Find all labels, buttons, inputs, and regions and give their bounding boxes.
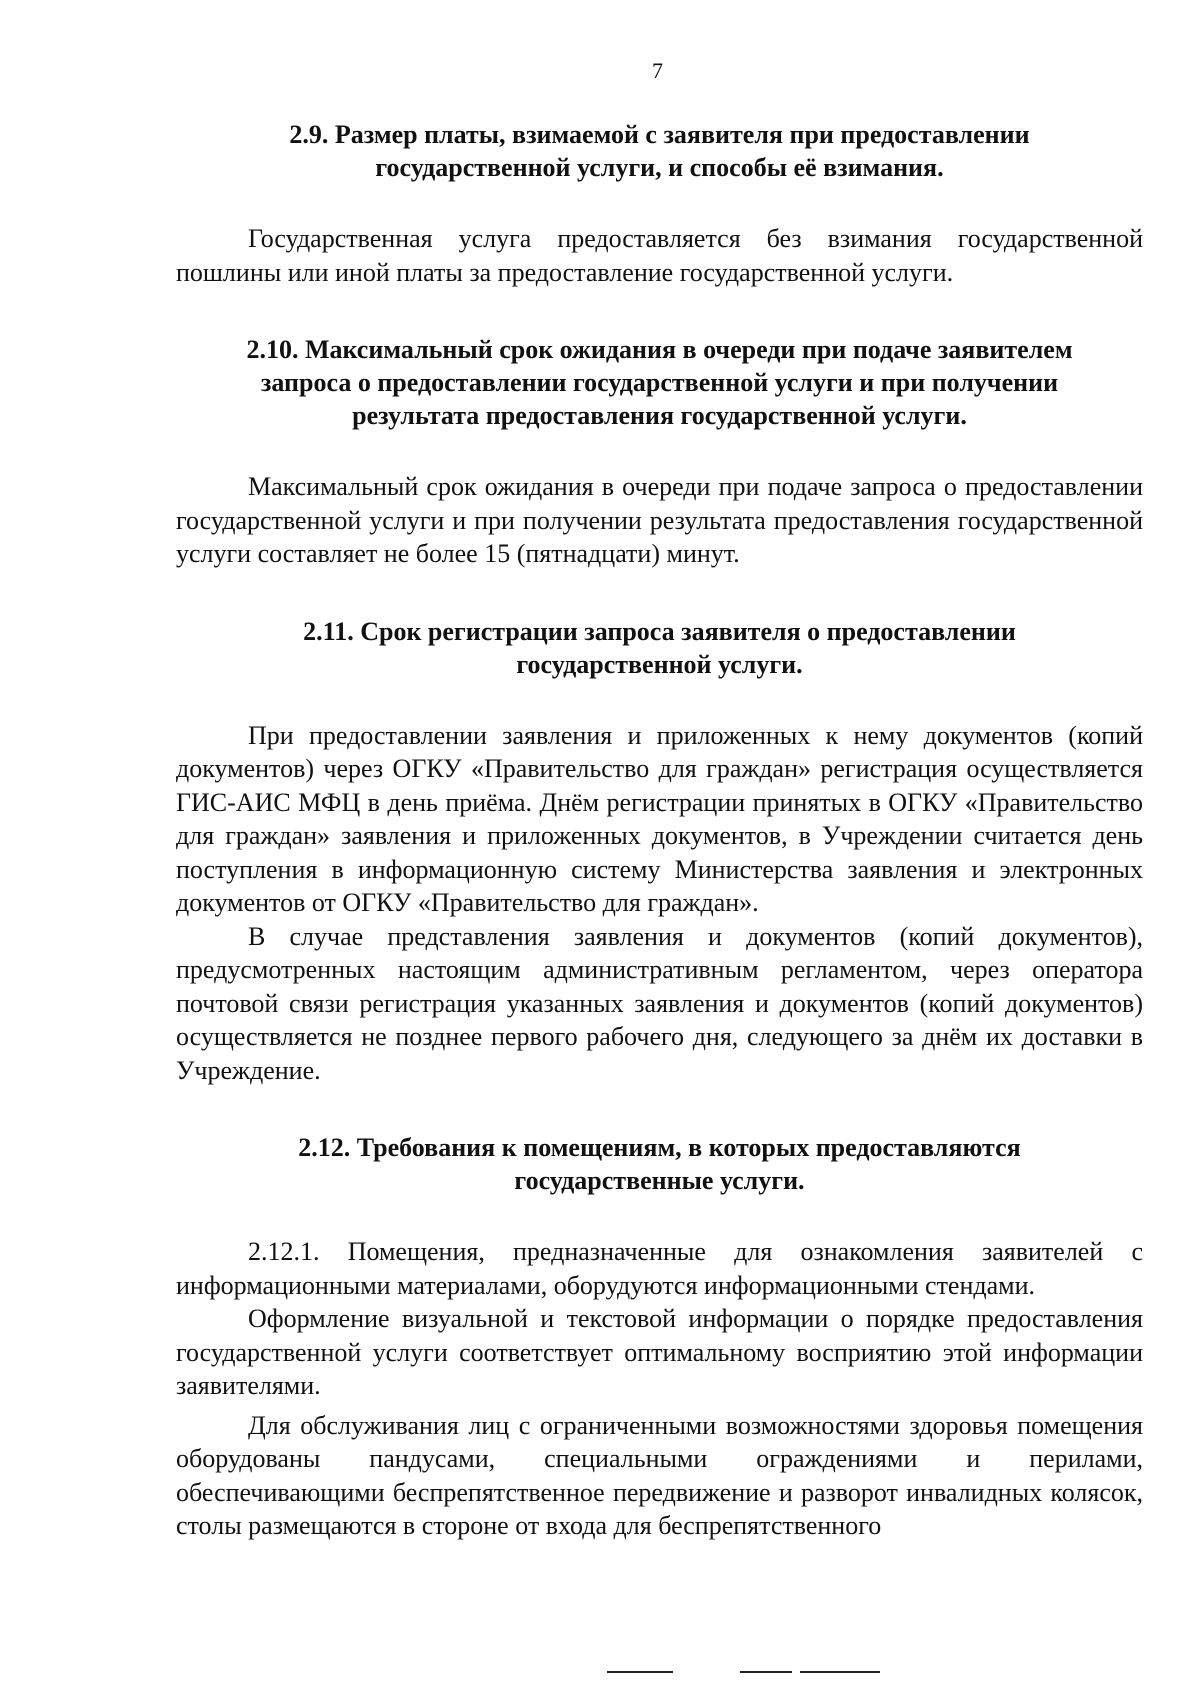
heading-line: государственные услуги. bbox=[514, 1166, 805, 1195]
heading-line: результата предоставления государственной услуги. bbox=[352, 401, 967, 430]
heading-line: 2.12. Требования к помещениям, в которых предоставляются bbox=[298, 1133, 1021, 1162]
heading-line: 2.9. Размер платы, взимаемой с заявителя при предоставлении bbox=[289, 120, 1030, 149]
section-2-10 bbox=[176, 333, 1143, 571]
paragraph: Оформление визуальной и текстовой информации о порядке предоставления государственной услуги соответствует оптимальному восприятию этой информации заявителями. bbox=[176, 1304, 1143, 1400]
section-2-9 bbox=[176, 118, 1143, 289]
footer-rule bbox=[607, 1671, 673, 1673]
heading-line: запроса о предоставлении государственной услуги и при получении bbox=[260, 368, 1059, 397]
section-heading bbox=[176, 1131, 1143, 1197]
paragraph: Максимальный срок ожидания в очереди при подаче запроса о предоставлении государственной услуги и при получении результата предоставления государственной услуги составляет не более 15 (пятнадцати) минут. bbox=[176, 472, 1143, 568]
paragraph: В случае представления заявления и документов (копий документов), предусмотренных настоящим административным регламентом, через оператора почтовой связи регистрация указанных заявления и документов (копий документов) осуществляется не позднее первого рабочего дня, следующего за днём их доставки в Учреждение. bbox=[176, 921, 1143, 1085]
section-2-11 bbox=[176, 615, 1143, 1088]
heading-line: государственной услуги, и способы её взимания. bbox=[375, 153, 944, 182]
paragraph: Для обслуживания лиц с ограниченными возможностями здоровья помещения оборудованы пандусами, специальными ограждениями и перилами, обеспечивающими беспрепятственное передвижение и разворот инвалидных колясок, столы размещаются в стороне от входа для беспрепятственного bbox=[176, 1410, 1143, 1540]
heading-line: государственной услуги. bbox=[516, 649, 803, 679]
page-number: 7 bbox=[652, 58, 663, 83]
paragraph: Государственная услуга предоставляется без взимания государственной пошлины или иной платы за предоставление государственной услуги. bbox=[176, 224, 1143, 287]
paragraph: При предоставлении заявления и приложенных к нему документов (копий документов) через ОГКУ «Правительство для граждан» регистрация осуществляется ГИС-АИС МФЦ в день приёма. Днём регистрации принятых в ОГКУ «Правительство для граждан» заявления и приложенных документов, в Учреждении считается день поступления в информационную систему Министерства заявления и электронных документов от ОГКУ «Правительство для граждан». bbox=[176, 720, 1143, 917]
footer-rules bbox=[0, 1671, 1200, 1675]
section-2-12 bbox=[176, 1131, 1143, 1543]
heading-line: 2.11. Срок регистрации запроса заявителя о предоставлении bbox=[303, 616, 1016, 646]
paragraph: 2.12.1. Помещения, предназначенные для ознакомления заявителей с информационными материалами, оборудуются информационными стендами. bbox=[176, 1237, 1143, 1300]
footer-rule bbox=[800, 1671, 880, 1673]
section-heading bbox=[176, 333, 1143, 432]
heading-line: 2.10. Максимальный срок ожидания в очереди при подаче заявителем bbox=[246, 335, 1073, 364]
document-body bbox=[176, 118, 1143, 1543]
footer-rule bbox=[740, 1671, 792, 1673]
section-heading bbox=[176, 615, 1143, 681]
section-heading bbox=[176, 118, 1143, 184]
